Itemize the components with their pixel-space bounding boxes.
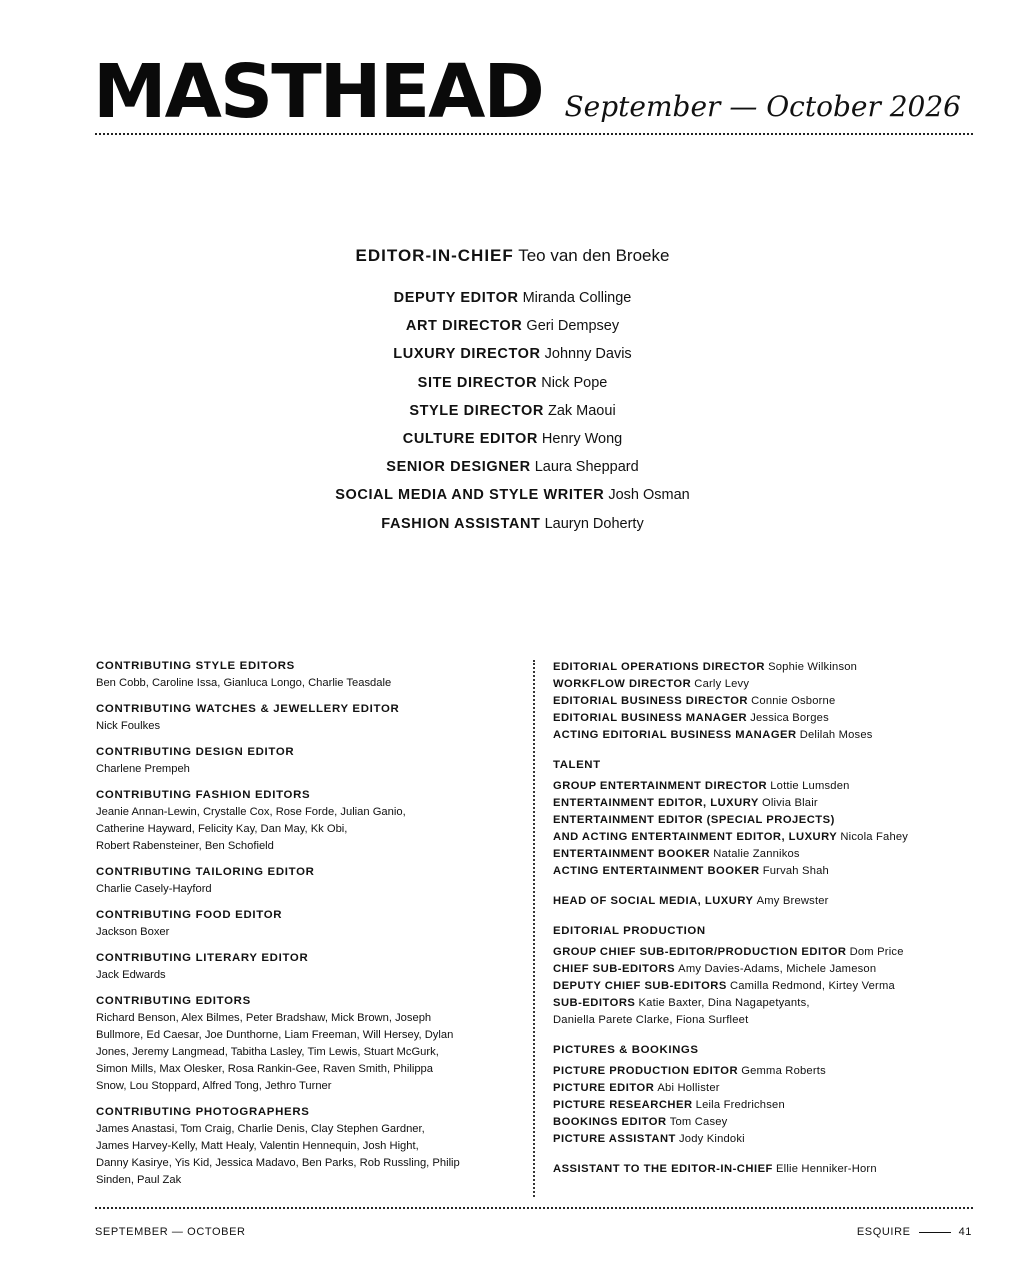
staff-row [553,693,983,710]
section-heading: CONTRIBUTING DESIGN EDITOR [96,746,295,758]
staff-row [553,1114,983,1131]
staff-line [0,485,1025,505]
staff-row [553,978,983,995]
staff-line [0,514,1025,534]
name-line: Danny Kasirye, Yis Kid, Jessica Madavo, Ben Parks, Rob Russling, Philip [96,1157,460,1169]
staff-group [553,659,983,744]
person-name: Nicola Fahey [840,831,909,843]
person-name: Camilla Redmond, Kirtey Verma [729,980,895,992]
name-line: Snow, Lou Stoppard, Alfred Tong, Jethro Turner [96,1080,332,1092]
person-name: Lauryn Doherty [544,515,644,532]
role-label: SENIOR DESIGNER [386,459,531,476]
operations-column [553,659,983,1191]
staff-row [553,1131,983,1148]
staff-row [553,1161,983,1178]
role-label: FASHION ASSISTANT [381,515,541,532]
role-label: DEPUTY CHIEF SUB-EDITORS [553,980,727,992]
role-label: ACTING EDITORIAL BUSINESS MANAGER [553,729,797,741]
role-label: DEPUTY EDITOR [393,290,519,306]
name-line: James Anastasi, Tom Craig, Charlie Denis, Clay Stephen Gardner, [96,1123,425,1135]
section-heading: CONTRIBUTING PHOTOGRAPHERS [96,1106,310,1118]
staff-row [553,659,983,676]
person-name: Gemma Roberts [741,1065,826,1077]
top-dotted-rule [95,133,973,135]
staff-row [553,829,983,846]
staff-line [0,344,1025,364]
staff-row [553,1012,983,1029]
staff-line [0,373,1025,393]
section-heading: PICTURES & BOOKINGS [553,1044,699,1056]
person-name: Daniella Parete Clarke, Fiona Surfleet [553,1014,749,1026]
role-label: EDITORIAL OPERATIONS DIRECTOR [553,661,765,673]
person-name: Sophie Wilkinson [768,661,858,673]
editor-in-chief-line [0,244,1025,268]
role-label: ART DIRECTOR [405,318,523,335]
staff-group [553,1042,983,1148]
person-name: Abi Hollister [657,1082,720,1094]
name-line: Jeanie Annan-Lewin, Crystalle Cox, Rose Forde, Julian Ganio, [96,806,406,818]
person-name: Furvah Shah [762,865,829,877]
role-label: PICTURE EDITOR [553,1082,655,1094]
role-label: ASSISTANT TO THE EDITOR-IN-CHIEF [553,1163,773,1175]
staff-row [553,710,983,727]
role-label: GROUP ENTERTAINMENT DIRECTOR [553,780,768,792]
person-name: Katie Baxter, Dina Nagapetyants, [638,997,810,1009]
role-label: HEAD OF SOCIAL MEDIA, LUXURY [553,895,754,907]
staff-row [553,812,983,829]
contributor-section [96,787,521,855]
staff-group [553,893,983,910]
contributor-section [96,950,521,984]
section-heading: CONTRIBUTING FASHION EDITORS [96,789,311,801]
masthead-title: MASTHEAD [93,49,543,135]
role-label: ENTERTAINMENT EDITOR (SPECIAL PROJECTS) [553,814,835,826]
name-line: Catherine Hayward, Felicity Kay, Dan May, Kk Obi, [96,823,348,835]
person-name: Amy Davies-Adams, Michele Jameson [678,963,877,975]
role-label: BOOKINGS EDITOR [553,1116,667,1128]
person-name: Delilah Moses [799,729,873,741]
name-line: Charlie Casely-Hayford [96,883,212,895]
section-heading: TALENT [553,759,601,771]
contributor-section [96,1104,521,1189]
name-line: Simon Mills, Max Olesker, Rosa Rankin-Gee, Raven Smith, Philippa [96,1063,433,1075]
footer-brand: ESQUIRE [856,1226,911,1238]
role-label: LUXURY DIRECTOR [393,346,541,363]
role-label: GROUP CHIEF SUB-EDITOR/PRODUCTION EDITOR [553,946,847,958]
staff-row [553,727,983,744]
person-name: Nick Pope [541,374,608,391]
person-name: Miranda Collinge [522,290,632,306]
issue-date: September — October 2026 [564,90,961,123]
person-name: Johnny Davis [544,346,632,363]
staff-row [553,676,983,693]
name-line: Jackson Boxer [96,926,170,938]
staff-row [553,1063,983,1080]
role-label: SOCIAL MEDIA AND STYLE WRITER [335,487,605,504]
person-name: Ellie Henniker-Horn [775,1163,877,1175]
section-heading: CONTRIBUTING STYLE EDITORS [96,660,295,672]
staff-row [553,961,983,978]
name-line: Richard Benson, Alex Bilmes, Peter Bradshaw, Mick Brown, Joseph [96,1012,432,1024]
column-divider [533,660,535,1197]
name-line: Robert Rabensteiner, Ben Schofield [96,840,274,852]
section-heading: CONTRIBUTING EDITORS [96,995,251,1007]
footer-issue: SEPTEMBER — OCTOBER [95,1226,246,1238]
staff-row [553,795,983,812]
staff-row [553,995,983,1012]
person-name: Laura Sheppard [534,459,639,476]
staff-line [0,429,1025,449]
person-name: Lottie Lumsden [770,780,850,792]
role-label: PICTURE PRODUCTION EDITOR [553,1065,739,1077]
bottom-dotted-rule [95,1207,973,1209]
section-heading: CONTRIBUTING WATCHES & JEWELLERY EDITOR [96,703,400,715]
role-label: ENTERTAINMENT BOOKER [553,848,711,860]
role-label: ENTERTAINMENT EDITOR, LUXURY [553,797,759,809]
person-name: Jessica Borges [750,712,829,724]
role-label: WORKFLOW DIRECTOR [553,678,692,690]
contributor-section [96,658,521,692]
role-label: PICTURE RESEARCHER [553,1099,693,1111]
staff-line [0,457,1025,477]
name-line: Sinden, Paul Zak [96,1174,182,1186]
staff-row [553,893,983,910]
role-label: CULTURE EDITOR [402,431,538,447]
staff-line [0,316,1025,336]
name-line: Nick Foulkes [96,720,161,732]
section-heading: CONTRIBUTING FOOD EDITOR [96,909,283,921]
staff-row [553,846,983,863]
contributor-section [96,907,521,941]
name-line: Jack Edwards [96,969,166,981]
person-name: Tom Casey [669,1116,728,1128]
role-label: STYLE DIRECTOR [409,402,544,419]
person-name: Connie Osborne [751,695,836,707]
person-name: Henry Wong [541,431,623,447]
role-label: EDITORIAL BUSINESS MANAGER [553,712,748,724]
staff-group [553,757,983,880]
page-number: 41 [958,1226,972,1238]
staff-group [553,1161,983,1178]
name-line: Jones, Jeremy Langmead, Tabitha Lasley, Tim Lewis, Stuart McGurk, [96,1046,439,1058]
person-name: Carly Levy [694,678,750,690]
person-name: Jody Kindoki [678,1133,745,1145]
staff-line [0,288,1025,308]
staff-line [0,401,1025,421]
name-line: Ben Cobb, Caroline Issa, Gianluca Longo, Charlie Teasdale [96,677,392,689]
name-line: Bullmore, Ed Caesar, Joe Dunthorne, Liam Freeman, Will Hersey, Dylan [96,1029,454,1041]
role-label: ACTING ENTERTAINMENT BOOKER [553,865,760,877]
role-label: EDITORIAL BUSINESS DIRECTOR [553,695,749,707]
role-label: PICTURE ASSISTANT [553,1133,676,1145]
person-name: Josh Osman [608,487,690,504]
role-label: CHIEF SUB-EDITORS [553,963,676,975]
footer-folio [857,1224,972,1240]
contributor-section [96,864,521,898]
person-name: Dom Price [849,946,904,958]
section-heading: CONTRIBUTING LITERARY EDITOR [96,952,309,964]
staff-row [553,778,983,795]
person-name: Teo van den Broeke [518,246,670,265]
staff-row [553,1097,983,1114]
section-heading: EDITORIAL PRODUCTION [553,925,706,937]
contributor-section [96,993,521,1095]
person-name: Amy Brewster [756,895,829,907]
contributor-section [96,701,521,735]
person-name: Geri Dempsey [526,318,620,335]
name-line: James Harvey-Kelly, Matt Healy, Valentin Hennequin, Josh Hight, [96,1140,419,1152]
role-label: AND ACTING ENTERTAINMENT EDITOR, LUXURY [553,831,838,843]
contributor-section [96,744,521,778]
staff-row [553,944,983,961]
person-name: Leila Fredrichsen [695,1099,785,1111]
folio-dash [919,1232,951,1233]
staff-row [553,1080,983,1097]
role-label: EDITOR-IN-CHIEF [355,246,514,265]
contributors-column [96,658,521,1198]
name-line: Charlene Prempeh [96,763,190,775]
role-label: SUB-EDITORS [553,997,636,1009]
staff-row [553,863,983,880]
person-name: Natalie Zannikos [713,848,800,860]
person-name: Zak Maoui [547,402,616,419]
role-label: SITE DIRECTOR [417,374,538,391]
staff-group [553,923,983,1029]
section-heading: CONTRIBUTING TAILORING EDITOR [96,866,315,878]
person-name: Olivia Blair [761,797,818,809]
